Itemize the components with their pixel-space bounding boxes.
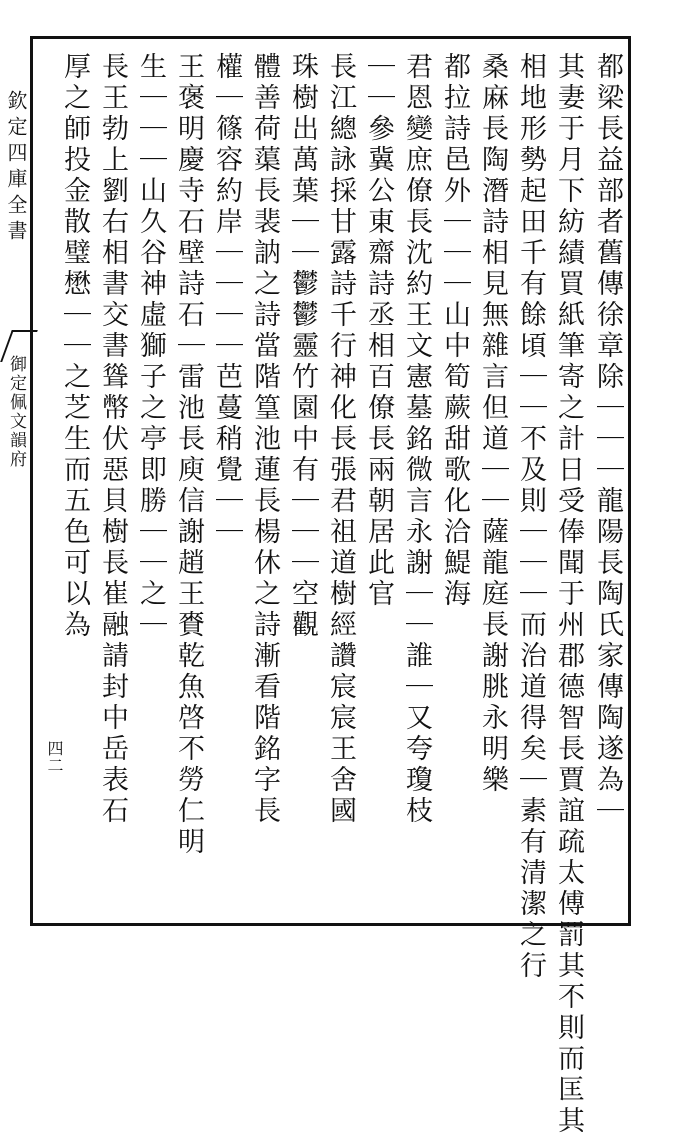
text-column: 厚之師投金散璧懋｜｜之芝生而五色可以為	[59, 52, 90, 641]
text-column: 長王勃上劉右相書交書聳幣伏惡貝樹長崔融請封中岳表石	[97, 52, 128, 827]
book-title: 欽定四庫全書	[4, 90, 28, 246]
text-column: 權｜篠容約岸｜｜｜｜芭蔓稍覺｜｜	[211, 52, 242, 548]
text-column: 其妻于月下紡績買紙筆寄之計日受俸聞于州郡德智長賈誼疏太傅罰其不則而匡其	[553, 52, 584, 1137]
text-column: 君恩變庶僚長沈約王文憲墓銘微言永謝｜｜誰｜又夸瓊枝	[401, 52, 432, 827]
text-column: 生｜｜｜山久谷神虛獅子之亭即勝｜｜之｜	[135, 52, 166, 641]
text-column: ｜｜參冀公東齋詩丞相百僚長兩朝居此官	[363, 52, 394, 610]
text-column: 都梁長益部者舊傳徐章除｜｜｜龍陽長陶氏家傳陶遂為｜	[592, 52, 623, 827]
text-column: 都拉詩邑外｜｜｜山中筍蕨甜歌化洽鯷海	[439, 52, 470, 610]
book-margin	[0, 40, 30, 920]
text-column: 桑麻長陶潛詩相見無雜言但道｜｜薩龍庭長謝朓永明樂	[477, 52, 508, 796]
text-column: 相地形勢起田千有餘頃｜｜不及則｜｜｜而治道得矣｜素有清潔之行	[515, 52, 546, 982]
section-title: 御定佩文韻府	[6, 355, 26, 469]
text-column: 珠樹出萬葉｜｜鬱鬱靈竹園中有｜｜｜空觀	[287, 52, 318, 641]
text-column: 體善荷蕖長裴訥之詩當階篁池蓮長楊休之詩漸看階銘字長	[249, 52, 280, 827]
text-column: 長江總詠採甘露詩千行神化長張君祖道樹經讚宸宸王舍國	[325, 52, 356, 827]
page-number: 四二	[45, 740, 64, 774]
text-column: 王褒明慶寺石壁詩石｜雷池長庾信謝趙王賚乾魚啓不勞仁明	[173, 52, 204, 858]
